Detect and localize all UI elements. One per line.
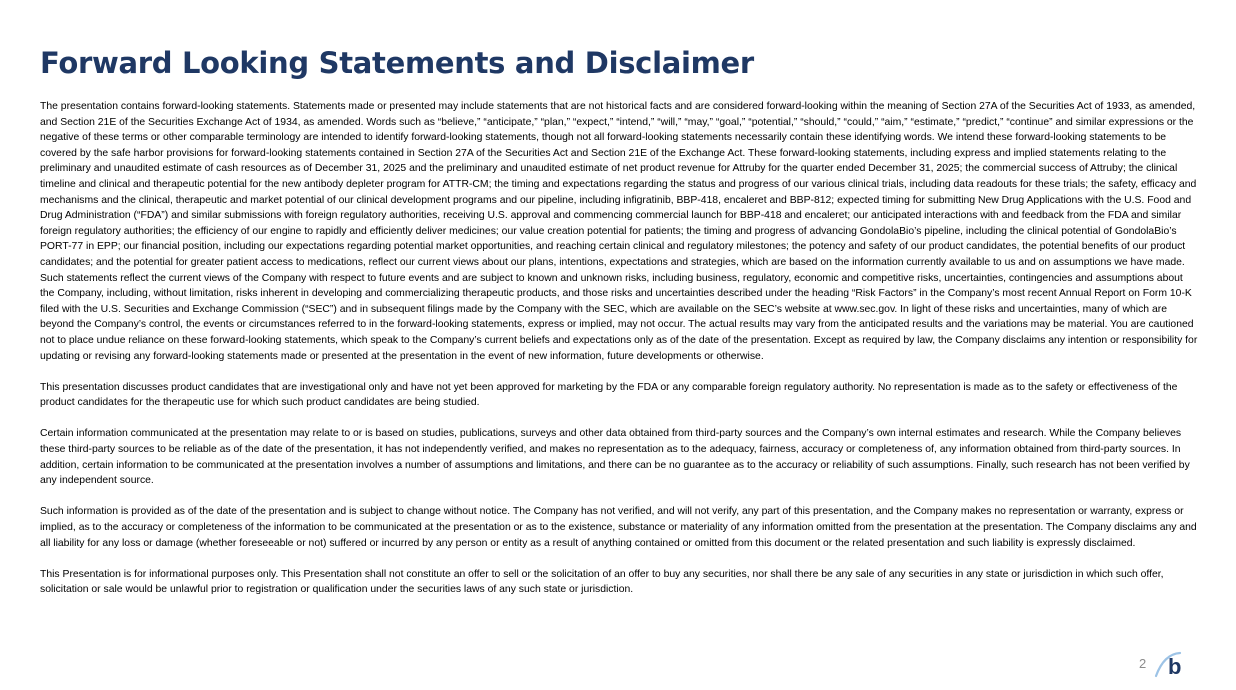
- disclaimer-body: [40, 99, 1200, 598]
- forward-looking-paragraph: The presentation contains forward-looking statements. Statements made or presented may include statements that are not historical facts and are considered forward-looking within the meaning of Section 27A of the Securities Act of 1933, as amended, and Section 21E of the Securities Exchange Act of 1934, as amended. Words such as “believe,” “anticipate,” “plan,” “expect,” “intend,” “will,” “may,” “goal,” “potential,” “should,” “could,” “aim,” “estimate,” “predict,” “continue” and similar expressions or the negative of these terms or other comparable terminology are intended to identify forward-looking statements, though not all forward-looking statements necessarily contain these identifying words. We intend these forward-looking statements to be covered by the safe harbor provisions for forward-looking statements contained in Section 27A of the Securities Act and Section 21E of the Exchange Act. These forward-looking statements, including express and implied statements relating to the preliminary and unaudited estimate of cash resources as of December 31, 2025 and the preliminary and unaudited estimate of net product revenue for Attruby for the quarter ended December 31, 2025; the commercial success of Attruby; the clinical timeline and clinical and therapeutic potential for the new antibody depleter program for ATTR-CM; the timing and expectations regarding the status and progress of our various clinical trials, including data readouts for these trials; the safety, efficacy and mechanisms and the clinical, therapeutic and market potential of our clinical development programs and our pipeline, including infigratinib, BBP-418, encaleret and BBP-812; expected timing for submitting New Drug Applications with the U.S. Food and Drug Administration (“FDA”) and similar submissions with foreign regulatory authorities, receiving U.S. approval and commencing commercial launch for BBP-418 and encaleret; our anticipated interactions with and feedback from the FDA and similar foreign regulatory authorities; the efficiency of our engine to rapidly and efficiently deliver medicines; our value creation potential for patients; the timing and progress of advancing GondolaBio’s pipeline, including the clinical potential of GondolaBio’s PORT-77 in EPP; our financial position, including our expectations regarding potential market opportunities, and reaching certain clinical and regulatory milestones; the potency and safety of our product candidates, the potential benefits of our product candidates; and the potential for greater patient access to medications, reflect our current views about our plans, intentions, expectations and strategies, which are based on the information currently available to us and on assumptions we have made. Such statements reflect the current views of the Company with respect to future events and are subject to known and unknown risks, including business, regulatory, economic and competitive risks, uncertainties, contingencies and assumptions about the Company, including, without limitation, risks inherent in developing and commercializing therapeutic products, and those risks and uncertainties described under the heading “Risk Factors” in the Company’s most recent Annual Report on Form 10-K filed with the U.S. Securities and Exchange Commission (“SEC”) and in subsequent filings made by the Company with the SEC, which are available on the SEC’s website at www.sec.gov. In light of these risks and uncertainties, many of which are beyond the Company’s control, the events or circumstances referred to in the forward-looking statements, express or implied, may not occur. The actual results may vary from the anticipated results and the variations may be material. You are cautioned not to place undue reliance on these forward-looking statements, which speak to the Company’s current beliefs and expectations only as of the date of the presentation. Except as required by law, the Company disclaims any intention or responsibility for updating or revising any forward-looking statements made or presented at the presentation in the event of new information, future developments or otherwise.: [40, 101, 1198, 362]
- brand-logo-icon: [1154, 650, 1188, 678]
- no-warranty-paragraph: Such information is provided as of the date of the presentation and is subject to change without notice. The Company has not verified, and will not verify, any part of this presentation, and the Company makes no representation or warranty, express or implied, as to the accuracy or completeness of the information to be communicated at the presentation or as to the existence, substance or materiality of any information omitted from the presentation at the presentation. The Company disclaims any and all liability for any loss or damage (whether foreseeable or not) suffered or incurred by any person or entity as a result of anything contained or omitted from this document or the related presentation and such liability is expressly disclaimed.: [40, 506, 1197, 549]
- investigational-paragraph: This presentation discusses product candidates that are investigational only and have not yet been approved for marketing by the FDA or any comparable foreign regulatory authority. No representation is made as to the safety or effectiveness of the product candidates for the therapeutic use for which such product candidates are being studied.: [40, 381, 1178, 409]
- third-party-data-paragraph: Certain information communicated at the presentation may relate to or is based on studies, publications, surveys and other data obtained from third-party sources and the Company’s own internal estimates and research. While the Company believes these third-party sources to be reliable as of the date of the presentation, it has not independently verified, and makes no representation as to the adequacy, fairness, accuracy or completeness of, any information obtained from third-party sources. In addition, certain information to be communicated at the presentation involves a number of assumptions and limitations, and there can be no guarantee as to the accuracy or reliability of such assumptions. Finally, such research has not been verified by any independent source.: [40, 428, 1190, 487]
- page-number: 2: [1139, 656, 1147, 671]
- logo-letter: b: [1168, 654, 1182, 678]
- not-an-offer-paragraph: This Presentation is for informational purposes only. This Presentation shall not constitute an offer to sell or the solicitation of an offer to buy any securities, nor shall there be any sale of any securities in any state or jurisdiction in which such offer, solicitation or sale would be unlawful prior to registration or qualification under the securities laws of any such state or jurisdiction.: [40, 568, 1164, 596]
- page-title: Forward Looking Statements and Disclaimer: [40, 46, 754, 80]
